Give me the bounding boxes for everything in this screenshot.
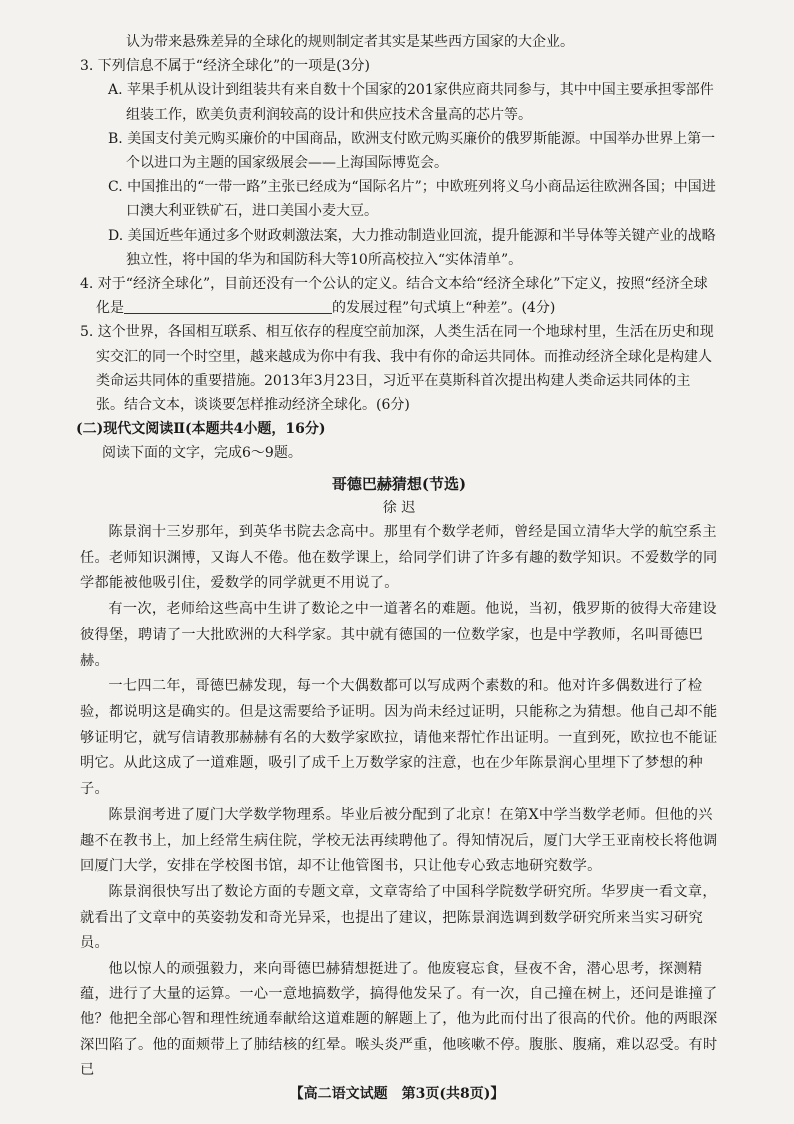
question-5: 5. 这个世界，各国相互联系、相互依存的程度空前加深，人类生活在同一个地球村里，生活在历史和现实交汇的同一个时空里，越来越成为你中有我、我中有你的命运共同体。而推动经济全球化是构建人类命运共同体的重要措施。2013年3月23日，习近平在莫斯科首次提出构建人类命运共同体的主张。结合文本，谈谈要怎样推动经济全球化。(6分)	[80, 324, 714, 414]
article-paragraph: 陈景润十三岁那年，到英华书院去念高中。那里有个数学老师，曾经是国立清华大学的航空系主任。老师知识渊博，又诲人不倦。他在数学课上，给同学们讲了许多有趣的数学知识。不爱数学的同学都能被他吸引住，爱数学的同学就更不用说了。	[80, 524, 718, 592]
page-footer: 【高二语文试题 第3页(共8页)】	[289, 1086, 505, 1102]
question-3-stem: 3. 下列信息不属于“经济全球化”的一项是(3分)	[80, 58, 370, 75]
question-4-text-after: 的发展过程”句式填上“种差”。(4分)	[332, 300, 556, 317]
reading-instruction: 阅读下面的文字，完成6～9题。	[102, 445, 302, 462]
question-3-option-a: A. 苹果手机从设计到组装共有来自数十个国家的201家供应商共同参与，其中中国主要承担零部件组装工作，欧美负责利润较高的设计和供应技术含量高的芯片等。	[108, 82, 714, 123]
article-author: 徐 迟	[382, 499, 416, 516]
article-paragraph: 陈景润考进了厦门大学数学物理系。毕业后被分配到了北京！在第X中学当数学老师。但他的兴趣不在教书上，加上经常生病住院，学校无法再续聘他了。得知情况后，厦门大学王亚南校长将他调回厦门大学，安排在学校图书馆，却不让他管图书，只让他专心致志地研究数学。	[80, 806, 718, 875]
article-paragraph: 他以惊人的顽强毅力，来向哥德巴赫猜想挺进了。他废寝忘食，昼夜不舍，潜心思考，探测精蕴，进行了大量的运算。一心一意地搞数学，搞得他发呆了。有一次，自己撞在树上，还问是谁撞了他？他把全部心智和理性统通奉献给这道难题的解题上了，他为此而付出了很高的代价。他的两眼深深凹陷了。他的面颊带上了肺结核的红晕。喉头炎严重，他咳嗽不停。腹胀、腹痛，难以忍受。有时已	[80, 961, 718, 1078]
question-4-text-before: 4. 对于“经济全球化”，目前还没有一个公认的定义。结合文本给“经济全球化”下定义，按照“经济全球化是	[80, 276, 708, 317]
question-3-option-d: D. 美国近些年通过多个财政刺激法案，大力推动制造业回流，提升能源和半导体等关键产业的战略独立性，将中国的华为和国防科大等10所高校拉入“实体清单”。	[108, 227, 716, 268]
answer-blank[interactable]	[124, 299, 332, 314]
article-title: 哥德巴赫猜想(节选)	[331, 474, 467, 493]
article-paragraph: 有一次，老师给这些高中生讲了数论之中一道著名的难题。他说，当初，俄罗斯的彼得大帝建设彼得堡，聘请了一大批欧洲的大科学家。其中就有德国的一位数学家，也是中学教师，名叫哥德巴赫。	[80, 601, 717, 669]
intro-line: 认为带来悬殊差异的全球化的规则制定者其实是某些西方国家的大企业。	[126, 34, 574, 50]
section-heading: (二)现代文阅读Ⅱ(本题共4小题，16分)	[76, 421, 326, 438]
article-paragraph: 陈景润很快写出了数论方面的专题文章，文章寄给了中国科学院数学研究所。华罗庚一看文章，就看出了文章中的英姿勃发和奇光异采，也提出了建议，把陈景润选调到数学研究所来当实习研究员。	[80, 883, 717, 952]
question-3-option-b: B. 美国支付美元购买廉价的中国商品，欧洲支付欧元购买廉价的俄罗斯能源。中国举办世界上第一个以进口为主题的国家级展会——上海国际博览会。	[108, 130, 716, 172]
question-3-option-c: C. 中国推出的“一带一路”主张已经成为“国际名片”；中欧班列将义乌小商品运往欧洲各国；中国进口澳大利亚铁矿石，进口美国小麦大豆。	[108, 179, 716, 220]
article-paragraph: 一七四二年，哥德巴赫发现，每一个大偶数都可以写成两个素数的和。他对许多偶数进行了检验，都说明这是确实的。但是这需要给予证明。因为尚未经过证明，只能称之为猜想。他自己却不能够证明它，就写信请教那赫赫有名的大数学家欧拉，请他来帮忙作出证明。一直到死，欧拉也不能证明它。从此这成了一道难题，吸引了成千上万数学家的注意，也在少年陈景润心里埋下了梦想的种子。	[80, 678, 718, 798]
question-4	[80, 272, 718, 320]
